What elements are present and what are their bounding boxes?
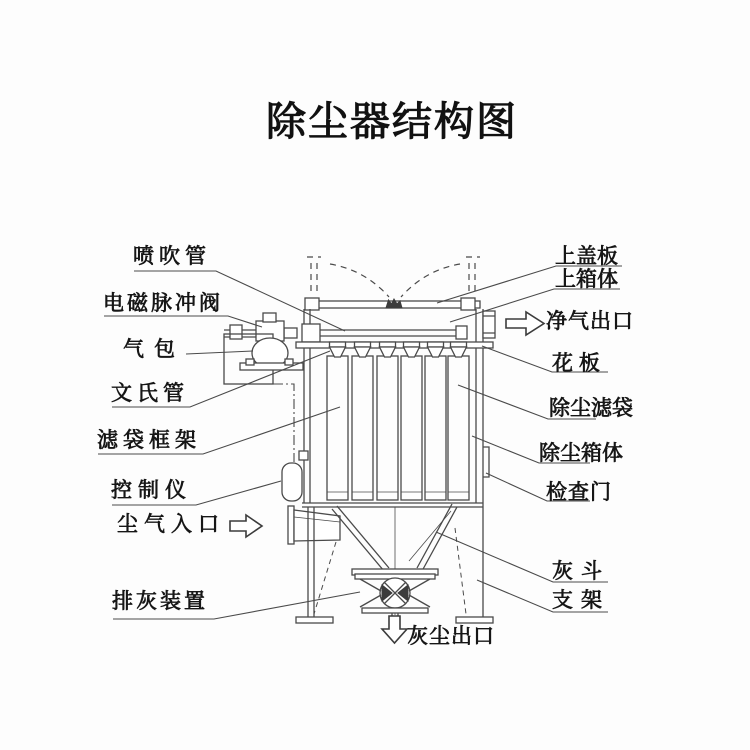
label-air-bag: 气包	[123, 338, 185, 361]
filter-bag-4	[401, 356, 422, 500]
clean-air-outlet-duct	[483, 311, 495, 338]
label-dust-inlet: 尘气入口	[117, 513, 225, 536]
top-cover-plate	[305, 298, 480, 310]
clean-air-outlet-arrow-icon	[506, 312, 544, 335]
label-ash-discharger: 排灰装置	[112, 590, 208, 613]
filter-bag-5	[425, 356, 446, 500]
bag-cage-2	[352, 356, 373, 500]
label-top-cover: 上盖板	[555, 245, 618, 268]
label-pulse-valve: 电磁脉冲阀	[103, 292, 223, 315]
controller-box	[282, 463, 302, 501]
open-cover-phantom-lines	[307, 257, 480, 297]
label-dust-outlet: 灰尘出口	[407, 625, 495, 648]
filter-bag-3	[377, 356, 398, 500]
bag-cage-1	[327, 356, 348, 500]
label-venturi: 文氏管	[111, 382, 189, 405]
label-clean-air-outlet: 净气出口	[546, 310, 634, 333]
label-controller: 控制仪	[111, 479, 192, 502]
dust-outlet-arrow-icon	[382, 616, 407, 643]
label-dust-chamber: 除尘箱体	[539, 442, 623, 465]
ash-discharge-valve	[355, 574, 435, 617]
label-bag-cage: 滤袋框架	[97, 429, 201, 452]
label-filter-bag: 除尘滤袋	[549, 397, 633, 420]
label-inspection-door: 检查门	[546, 481, 612, 504]
inspection-door-outline	[483, 447, 489, 477]
dust-inlet-arrow-icon	[230, 515, 262, 537]
label-support: 支架	[552, 589, 610, 612]
label-cell-plate: 花 板	[552, 352, 600, 375]
blow-pipe-and-pulse-valve	[224, 313, 467, 342]
label-blow-pipe: 喷吹管	[133, 245, 211, 268]
label-upper-box: 上箱体	[555, 268, 618, 291]
diagram-title: 除尘器结构图	[266, 100, 518, 144]
filter-bag-6	[448, 356, 469, 500]
label-ash-hopper: 灰斗	[552, 560, 610, 583]
filter-bags	[327, 342, 469, 500]
